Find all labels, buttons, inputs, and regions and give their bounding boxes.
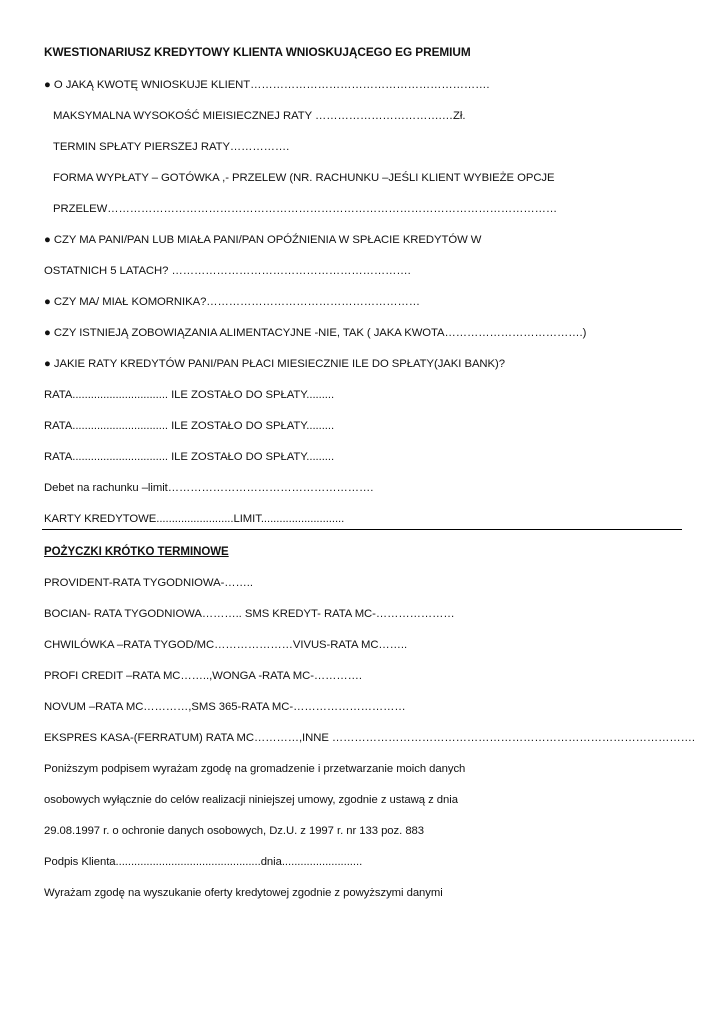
signature-line: Podpis Klienta...............................................dnia.......................... [44, 856, 363, 868]
consent-text: Poniższym podpisem wyrażam zgodę na gromadzenie i przetwarzanie moich danych [44, 763, 466, 775]
short-loan-item: CHWILÓWKA –RATA TYGOD/MC…………………VIVUS-RATA MC…….. [44, 639, 408, 651]
short-loan-item: PROFI CREDIT –RATA MC……..,WONGA -RATA MC-…………. [44, 670, 362, 682]
question-delays-continued: OSTATNICH 5 LATACH? ………………………………………………………. [44, 265, 411, 277]
short-loan-item: EKSPRES KASA-(FERRATUM) RATA MC…………,INNE ……………………………………………………………………………………. [44, 732, 695, 744]
question-payout-form: FORMA WYPŁATY – GOTÓWKA ,- PRZELEW (NR. RACHUNKU –JEŚLI KLIENT WYBIEŻE OPCJE [53, 172, 555, 184]
consent-text: 29.08.1997 r. o ochronie danych osobowych, Dz.U. z 1997 r. nr 133 poz. 883 [44, 825, 425, 837]
question-alimony: ● CZY ISTNIEJĄ ZOBOWIĄZANIA ALIMENTACYJNE -NIE, TAK ( JAKA KWOTA……………………………….) [44, 327, 587, 339]
question-max-installment: MAKSYMALNA WYSOKOŚĆ MIEISIECZNEJ RATY …………………………….…Zł. [53, 110, 466, 122]
short-loan-item: BOCIAN- RATA TYGODNIOWA……….. SMS KREDYT- RATA MC-………………… [44, 608, 455, 620]
rate-line: RATA............................... ILE ZOSTAŁO DO SPŁATY......... [44, 420, 335, 432]
page-title: KWESTIONARIUSZ KREDYTOWY KLIENTA WNIOSKUJĄCEGO EG PREMIUM [44, 45, 471, 59]
short-loan-item: PROVIDENT-RATA TYGODNIOWA-…….. [44, 577, 253, 589]
question-delays: ● CZY MA PANI/PAN LUB MIAŁA PANI/PAN OPÓŹNIENIA W SPŁACIE KREDYTÓW W [44, 234, 482, 246]
final-consent-text: Wyrażam zgodę na wyszukanie oferty kredytowej zgodnie z powyższymi danymi [44, 887, 443, 899]
question-amount: ● O JAKĄ KWOTĘ WNIOSKUJE KLIENT………………………………………………………. [44, 79, 490, 91]
question-installments: ● JAKIE RATY KREDYTÓW PANI/PAN PŁACI MIESIECZNIE ILE DO SPŁATY(JAKI BANK)? [44, 358, 505, 370]
debit-line: Debet na rachunku –limit………………………………………………. [44, 482, 374, 494]
question-bailiff: ● CZY MA/ MIAŁ KOMORNIKA?………………………………………………… [44, 296, 420, 308]
section-divider [42, 529, 682, 530]
rate-line: RATA............................... ILE ZOSTAŁO DO SPŁATY......... [44, 451, 335, 463]
question-transfer: PRZELEW………………………………………………………………………………………………………… [53, 203, 558, 215]
short-loans-heading: POŻYCZKI KRÓTKO TERMINOWE [44, 546, 229, 558]
short-loan-item: NOVUM –RATA MC…………,SMS 365-RATA MC-………………………… [44, 701, 406, 713]
rate-line: RATA............................... ILE ZOSTAŁO DO SPŁATY......... [44, 389, 335, 401]
consent-text: osobowych wyłącznie do celów realizacji niniejszej umowy, zgodnie z ustawą z dnia [44, 794, 458, 806]
credit-cards-line: KARTY KREDYTOWE.........................LIMIT........................... [44, 513, 345, 525]
question-first-payment: TERMIN SPŁATY PIERSZEJ RATY……………. [53, 141, 290, 153]
